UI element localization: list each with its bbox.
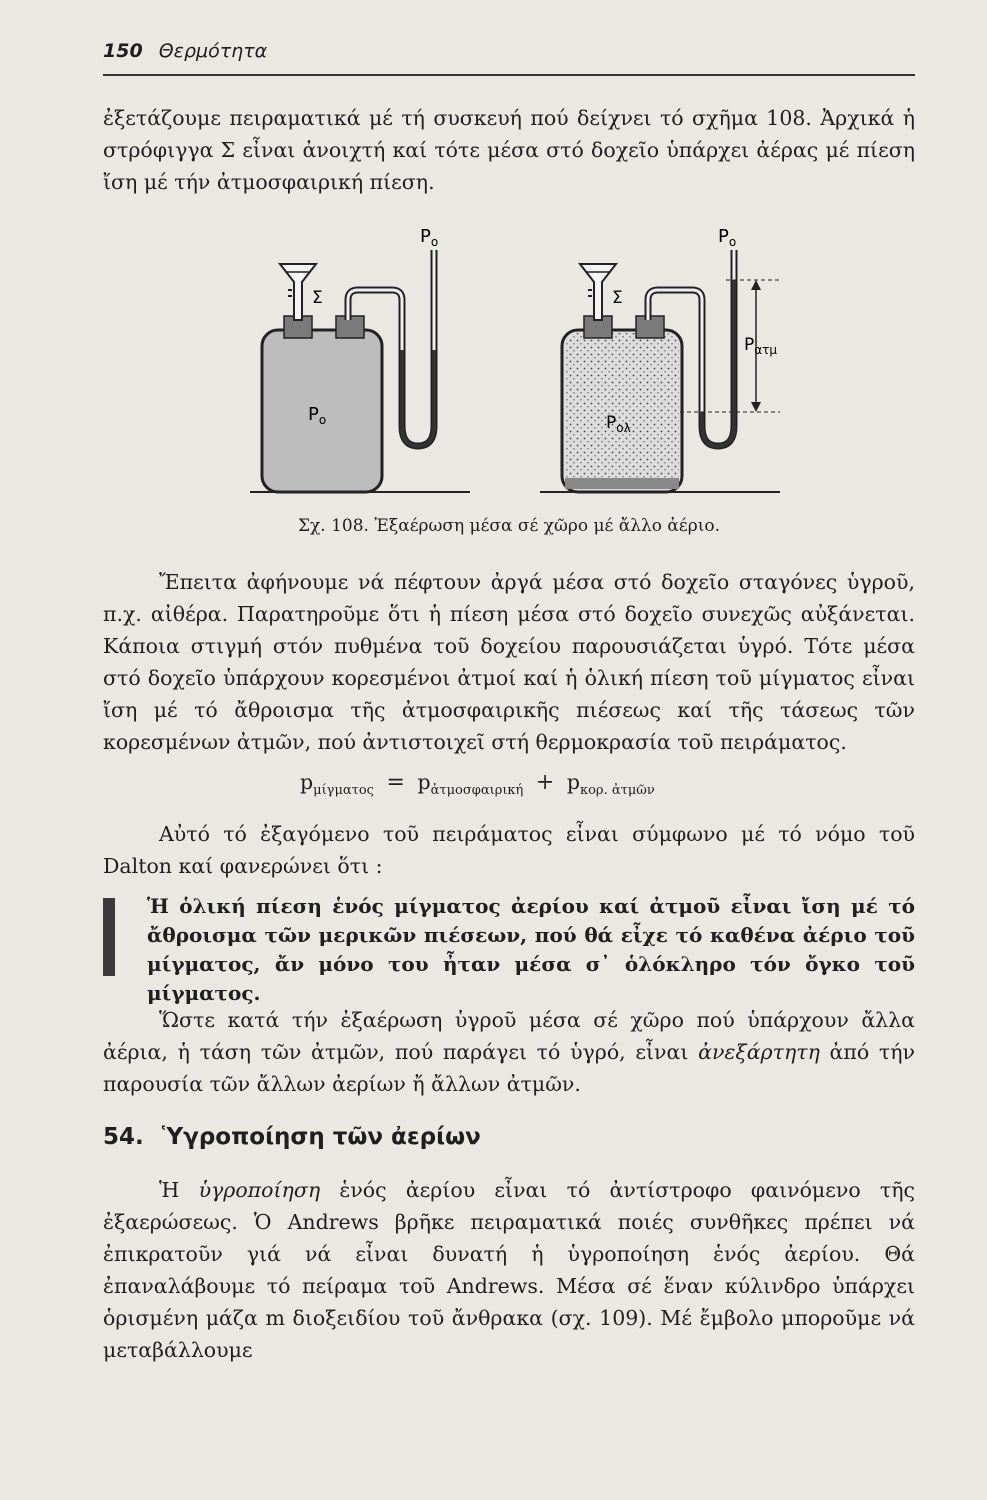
- left-bottle: [262, 330, 382, 492]
- left-top-pressure-label: $P_o$: [420, 226, 439, 249]
- formula-term-vapour: p: [566, 770, 580, 794]
- intro-paragraph: [103, 102, 915, 198]
- running-header: [103, 40, 915, 70]
- dalton-formula: $p_{\mu ί\gamma\mu\alpha\tau o\varsigma} = p_{ἀ\tau\mu o\sigma\varphi\alpha\iota\rho\iota\kappa ή} + p_{\kappa o\rho. ἀ\tau\mu ῶ\nu}$: [300, 770, 655, 798]
- formula-term-mixture: p: [300, 770, 314, 794]
- right-mercury: [702, 280, 734, 446]
- paragraph-4: [103, 1004, 915, 1100]
- header-rule: [103, 74, 915, 76]
- law-margin-bar: [103, 898, 115, 976]
- dalton-law-text: Ἡ ὁλική πίεση ἑνός μίγματος ἀερίου καί ἀτμοῦ εἶναι ἴση μέ τό ἄθροισμα τῶν μερικῶν πιέσεων, πού θά εἶχε τό καθένα ἀέριο τοῦ μίγματος, ἄν μόνο του ἦταν μέσα σ᾽ ὁλόκληρο τόν ὄγκο τοῦ μίγματος.: [147, 894, 915, 1005]
- section-number: 54.: [103, 1124, 144, 1150]
- figure-108-diagram: [240, 220, 800, 510]
- right-inside-pressure-label: $P_{o\lambda}$: [606, 413, 631, 435]
- paragraph-3: [103, 818, 915, 882]
- right-top-pressure-label: $P_o$: [718, 226, 737, 249]
- paragraph-5-text: Ἡ ὑγροποίηση ἑνός ἀερίου εἶναι τό ἀντίστροφο φαινόμενο τῆς ἐξαερώσεως. Ὁ Andrews βρῆκε πειραματικά ποιές συνθῆκες πρέπει νά ἐπικρατοῦν γιά νά εἶναι δυνατή ἡ ὑγροποίηση ἑνός ἀερίου. Θά ἐπαναλάβουμε τό πείραμα τοῦ Andrews. Μέσα σέ ἕναν κύλινδρο ὑπάρχει ὁρισμένη μάζα m διοξειδίου τοῦ ἄνθρακα (σχ. 109). Μέ ἔμβολο μποροῦμε νά μεταβάλλουμε: [103, 1178, 916, 1362]
- right-liquid-layer: [565, 478, 679, 489]
- dalton-law-box: [103, 892, 915, 1005]
- page-number: 150: [103, 40, 143, 62]
- left-valve-label: Σ: [312, 288, 323, 308]
- intro-text: ἐξετάζουμε πειραματικά μέ τή συσκευή πού δείχνει τό σχῆμα 108. Ἀρχικά ἡ στρόφιγγα Σ εἶναι ἀνοιχτή καί τότε μέσα στό δοχεῖο ὑπάρχει ἀέρας μέ πίεση ἴση μέ τήν ἀτμοσφαιρική πίεση.: [103, 106, 915, 194]
- formula-equals: =: [386, 770, 405, 795]
- section-title: Ὑγροποίηση τῶν ἀερίων: [161, 1124, 481, 1150]
- left-mercury: [402, 350, 434, 446]
- section-heading: [103, 1124, 481, 1150]
- paragraph-5: [103, 1174, 915, 1366]
- vapour-pressure-label: $P_{\alpha\tau\mu}$: [744, 335, 778, 357]
- paragraph-2: [103, 566, 915, 758]
- formula-term-atmospheric: p: [417, 770, 431, 794]
- running-title: Θερμότητα: [158, 40, 268, 62]
- left-apparatus: [250, 226, 470, 492]
- figure-caption: Σχ. 108. Ἐξαέρωση μέσα σέ χῶρο μέ ἄλλο ἀέριο.: [297, 516, 721, 536]
- right-apparatus: [540, 226, 780, 492]
- paragraph-3-text: Αὐτό τό ἐξαγόμενο τοῦ πειράματος εἶναι σύμφωνο μέ τό νόμο τοῦ Dalton καί φανερώνει ὅτι :: [103, 822, 915, 878]
- left-inside-pressure-label: $P_o$: [308, 404, 327, 427]
- formula-plus: +: [535, 770, 555, 795]
- right-bottle-vapour: [565, 333, 679, 489]
- right-valve-label: Σ: [612, 288, 623, 308]
- paragraph-4-text: Ὥστε κατά τήν ἐξαέρωση ὑγροῦ μέσα σέ χῶρο πού ὑπάρχουν ἄλλα ἀέρια, ἡ τάση τῶν ἀτμῶν, πού παράγει τό ὑγρό, εἶναι ἀνεξάρτητη ἀπό τήν παρουσία τῶν ἄλλων ἀερίων ἤ ἄλλων ἀτμῶν.: [103, 1008, 916, 1096]
- paragraph-2-text: Ἔπειτα ἀφήνουμε νά πέφτουν ἀργά μέσα στό δοχεῖο σταγόνες ὑγροῦ, π.χ. αἰθέρα. Παρατηροῦμε ὅτι ἡ πίεση μέσα στό δοχεῖο συνεχῶς αὐξάνεται. Κάποια στιγμή στόν πυθμένα τοῦ δοχείου παρουσιάζεται ὑγρό. Τότε μέσα στό δοχεῖο ὑπάρχουν κορεσμένοι ἀτμοί καί ἡ ὁλική πίεση τοῦ μίγματος εἶναι ἴση μέ τό ἄθροισμα τῆς ἀτμοσφαιρικῆς πιέσεως καί τῆς τάσεως τῶν κορεσμένων ἀτμῶν, πού ἀντιστοιχεῖ στή θερμοκρασία τοῦ πειράματος.: [103, 570, 915, 754]
